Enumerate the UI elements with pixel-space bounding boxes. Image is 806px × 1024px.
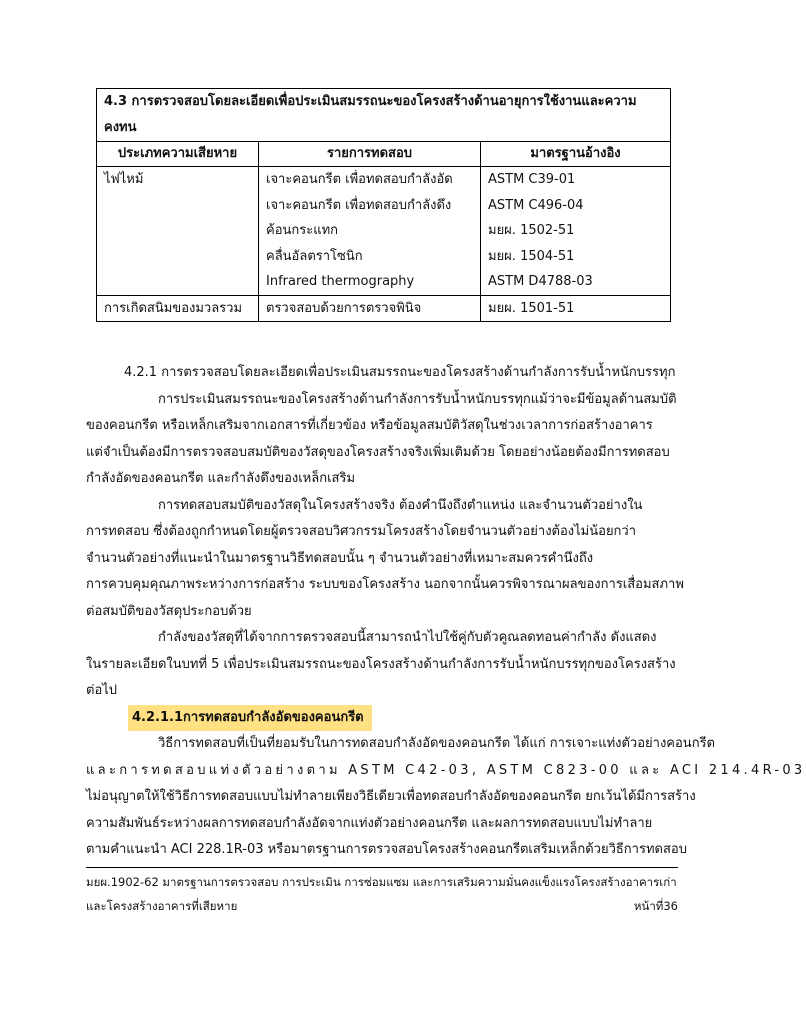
damage-type-cell bbox=[97, 167, 259, 296]
column-header-test-list: รายการทดสอบ bbox=[259, 142, 481, 167]
paragraph-line: จำนวนตัวอย่างที่แนะนำในมาตรฐานวิธีทดสอบนั้น ๆ จำนวนตัวอย่างที่เหมาะสมควรคำนึงถึง bbox=[86, 550, 594, 566]
section-4-2-1-heading: 4.2.1 การตรวจสอบโดยละเอียดเพื่อประเมินสมรรถนะของโครงสร้างด้านกำลังการรับน้ำหนักบรรทุก bbox=[124, 365, 676, 380]
paragraph-line: แต่จำเป็นต้องมีการตรวจสอบสมบัติของวัสดุของโครงสร้างจริงเพิ่มเติมด้วย โดยอย่างน้อยต้องมีการทดสอบ bbox=[86, 444, 670, 460]
paragraph-line: กำลังของวัสดุที่ได้จากการตรวจสอบนี้สามารถนำไปใช้คู่กับตัวคูณลดทอนค่ากำลัง ดังแสดง bbox=[158, 630, 657, 645]
page-number: หน้าที่36 bbox=[633, 899, 678, 913]
section-number: 4.2.1.1 bbox=[132, 709, 183, 725]
standard-item: ASTM D4788-03 bbox=[488, 274, 593, 289]
paragraph-line: ของคอนกรีต หรือเหล็กเสริมจากเอกสารที่เกี่ยวข้อง หรือข้อมูลสมบัติวัสดุในช่วงเวลาการก่อสร้างอาคาร bbox=[86, 418, 653, 433]
standard-item: ASTM C39-01 bbox=[488, 172, 576, 187]
paragraph-line: การควบคุมคุณภาพระหว่างการก่อสร้าง ระบบของโครงสร้าง นอกจากนั้นควรพิจารณาผลของการเสื่อมสภาพ bbox=[86, 577, 684, 592]
table-row bbox=[97, 167, 671, 296]
paragraph-line: การทดสอบ ซึ่งต้องถูกกำหนดโดยผู้ตรวจสอบวิศวกรรมโครงสร้างโดยจำนวนตัวอย่างต้องไม่น้อยกว่า bbox=[86, 524, 637, 539]
paragraph-line: การประเมินสมรรถนะของโครงสร้างด้านกำลังการรับน้ำหนักบรรทุกแม้ว่าจะมีข้อมูลด้านสมบัติ bbox=[158, 391, 677, 407]
column-header-reference-standard: มาตรฐานอ้างอิง bbox=[481, 142, 671, 167]
standard-list-cell bbox=[481, 167, 671, 296]
paragraph-line: ความสัมพันธ์ระหว่างผลการทดสอบกำลังอัดจากแท่งตัวอย่างคอนกรีต และผลการทดสอบแบบไม่ทำลาย bbox=[86, 815, 653, 831]
inspection-standards-table bbox=[96, 88, 671, 322]
paragraph-line: ตามคำแนะนำ ACI 228.1R-03 หรือมาตรฐานการตรวจสอบโครงสร้างคอนกรีตเสริมเหล็กด้วยวิธีการทดสอบ bbox=[86, 842, 687, 857]
damage-type-fire: ไฟไหม้ bbox=[104, 172, 144, 187]
footer-standard-subtitle: และโครงสร้างอาคารที่เสียหาย bbox=[86, 899, 238, 913]
body-text bbox=[86, 360, 806, 864]
paragraph-line: ต่อไป bbox=[86, 683, 118, 698]
paragraph-line: ไม่อนุญาตให้ใช้วิธีการทดสอบแบบไม่ทำลายเพียงวิธีเดียวเพื่อทดสอบกำลังอัดของคอนกรีต ยกเว้นได้มีการสร้าง bbox=[86, 789, 696, 804]
standard-item: ASTM C496-04 bbox=[488, 197, 584, 213]
test-item: เจาะคอนกรีต เพื่อทดสอบกำลังอัด bbox=[266, 172, 453, 187]
standard-item: มยผ. 1501-51 bbox=[481, 295, 671, 321]
paragraph-line: กำลังอัดของคอนกรีต และกำลังดึงของเหล็กเสริม bbox=[86, 471, 356, 486]
table-row bbox=[97, 295, 671, 321]
paragraph-line: ต่อสมบัติของวัสดุประกอบด้วย bbox=[86, 603, 252, 619]
column-header-damage-type: ประเภทความเสียหาย bbox=[97, 142, 259, 167]
test-item: คลื่นอัลตราโซนิก bbox=[266, 248, 363, 264]
paragraph-line: ในรายละเอียดในบทที่ 5 เพื่อประเมินสมรรถนะของโครงสร้างด้านกำลังการรับน้ำหนักบรรทุกของโครงสร้าง bbox=[86, 656, 676, 672]
table-title: 4.3 การตรวจสอบโดยละเอียดเพื่อประเมินสมรรถนะของโครงสร้างด้านอายุการใช้งานและความคงทน bbox=[97, 89, 671, 142]
section-4-2-1-1-heading bbox=[128, 705, 372, 731]
test-list-cell bbox=[259, 167, 481, 296]
table-header-row bbox=[97, 142, 671, 167]
page-footer bbox=[86, 870, 678, 918]
paragraph-line: การทดสอบสมบัติของวัสดุในโครงสร้างจริง ต้องคำนึงถึงตำแหน่ง และจำนวนตัวอย่างใน bbox=[158, 497, 643, 513]
paragraph-line: วิธีการทดสอบที่เป็นที่ยอมรับในการทดสอบกำลังอัดของคอนกรีต ได้แก่ การเจาะแท่งตัวอย่างคอนกรีต bbox=[158, 736, 715, 751]
test-item: ตรวจสอบด้วยการตรวจพินิจ bbox=[259, 295, 481, 321]
section-4-2-1-1-heading-row bbox=[86, 705, 678, 732]
footer-divider bbox=[86, 867, 678, 868]
section-title: การทดสอบกำลังอัดของคอนกรีต bbox=[183, 709, 364, 725]
test-item: เจาะคอนกรีต เพื่อทดสอบกำลังดึง bbox=[266, 197, 452, 213]
damage-type-aggregate-rust: การเกิดสนิมของมวลรวม bbox=[97, 295, 259, 321]
standard-item: มยผ. 1504-51 bbox=[488, 248, 575, 264]
paragraph-line: และการทดสอบแท่งตัวอย่างตาม ASTM C42-03, ASTM C823-00 และ ACI 214.4R-03 bbox=[86, 762, 806, 778]
test-item: ค้อนกระแทก bbox=[266, 223, 339, 238]
standard-item: มยผ. 1502-51 bbox=[488, 223, 575, 238]
footer-standard-title: มยผ.1902-62 มาตรฐานการตรวจสอบ การประเมิน การซ่อมแซม และการเสริมความมั่นคงแข็งแรงโครงสร้างอาคารเก่า bbox=[86, 875, 677, 889]
test-item: Infrared thermography bbox=[266, 274, 415, 289]
